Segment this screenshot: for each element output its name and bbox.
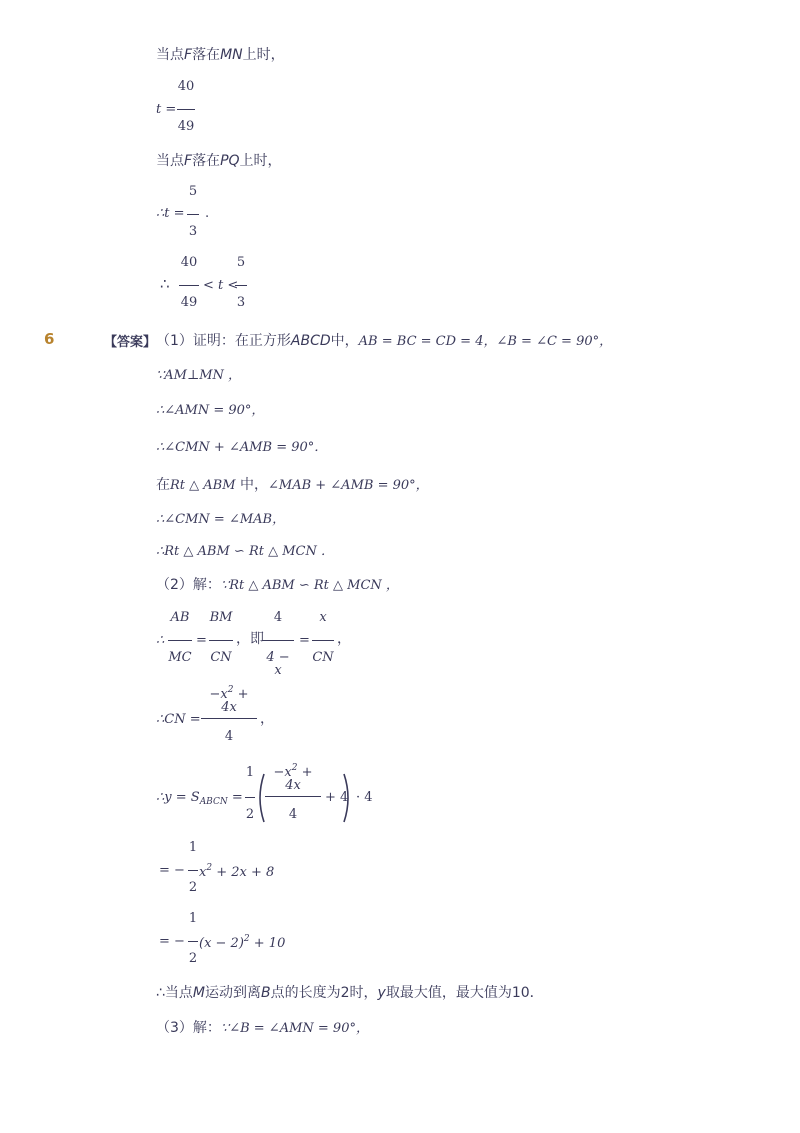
question-number: 6: [44, 330, 55, 348]
part1-line3: ∴∠AMN = 90°，: [156, 403, 265, 418]
part1-line6: ∴∠CMN = ∠MAB，: [156, 512, 286, 527]
eq3-fraction-left: 40 49: [180, 255, 198, 310]
s1-rest: $x^2 + 2x + 8$: [199, 863, 275, 880]
eq3-inequality: < t <: [203, 278, 239, 293]
ratio-frac-bm-cn: BM CN: [209, 610, 233, 665]
s1-half-fraction: 1 2: [188, 840, 198, 895]
ratio-eq2: =: [299, 633, 310, 648]
part1-line5: 在Rt △ ABM 中，∠MAB + ∠AMB = 90°，: [156, 477, 429, 493]
line-f-on-mn: 当点F落在MN上时，: [156, 47, 285, 63]
cn-tail: ，: [260, 711, 274, 727]
part3-line1: （3）解：∵∠B = ∠AMN = 90°，: [156, 1020, 369, 1036]
part2-line1: （2）解：∵Rt △ ABM ∽ Rt △ MCN ，: [156, 577, 399, 593]
ratio-therefore: ∴: [156, 633, 165, 648]
eq3-fraction-right: 5 3: [236, 255, 246, 310]
s2-rest: $(x - 2)^2 + 10$: [199, 934, 286, 951]
part1-line2: ∵AM⊥MN ，: [156, 368, 242, 383]
y-half-fraction: 1 2: [245, 765, 255, 822]
ratio-frac-x-cn: x CN: [312, 610, 334, 665]
part1-line7: ∴Rt △ ABM ∽ Rt △ MCN ．: [156, 544, 334, 559]
ratio-text-ji: ，即: [236, 631, 264, 647]
y-times-4: · 4: [356, 790, 373, 805]
part1-line1: （1）证明：在正方形ABCD中，AB = BC = CD = 4，∠B = ∠C = 90°，: [156, 333, 613, 349]
eq2-period: .: [205, 206, 210, 221]
eq1-fraction: 40 49: [177, 79, 195, 134]
ratio-frac-4: 4 4 − x: [262, 611, 294, 667]
right-paren-icon: [342, 772, 354, 824]
line-f-on-pq: 当点F落在PQ上时，: [156, 153, 282, 169]
s2-half-fraction: 1 2: [188, 911, 198, 966]
s2-eq: = −: [159, 934, 185, 949]
y-inner-fraction: $-x^2 + 4x$ 4: [265, 764, 321, 822]
eq2-fraction: 5 3: [188, 184, 198, 239]
ratio-tail: ，: [337, 631, 351, 647]
ratio-eq1: =: [196, 633, 207, 648]
eq2-lhs: ∴t =: [156, 206, 185, 221]
eq3-therefore: ∴: [160, 275, 170, 293]
y-lhs: ∴y = $S_{ABCN}$ =: [156, 790, 243, 807]
s1-eq: = −: [159, 863, 185, 878]
eq1-lhs: t =: [156, 102, 177, 117]
part2-conclusion: ∴当点M运动到离B点的长度为2时，y取最大值，最大值为10．: [156, 985, 544, 1001]
cn-fraction: $-x^2 + 4x$ 4: [201, 686, 257, 744]
answer-tag: 【答案】: [104, 335, 157, 350]
y-plus-4: + 4: [325, 790, 349, 805]
cn-lhs: ∴CN =: [156, 712, 201, 727]
part1-line4: ∴∠CMN + ∠AMB = 90°．: [156, 440, 328, 455]
ratio-frac-ab-mc: AB MC: [168, 610, 192, 665]
